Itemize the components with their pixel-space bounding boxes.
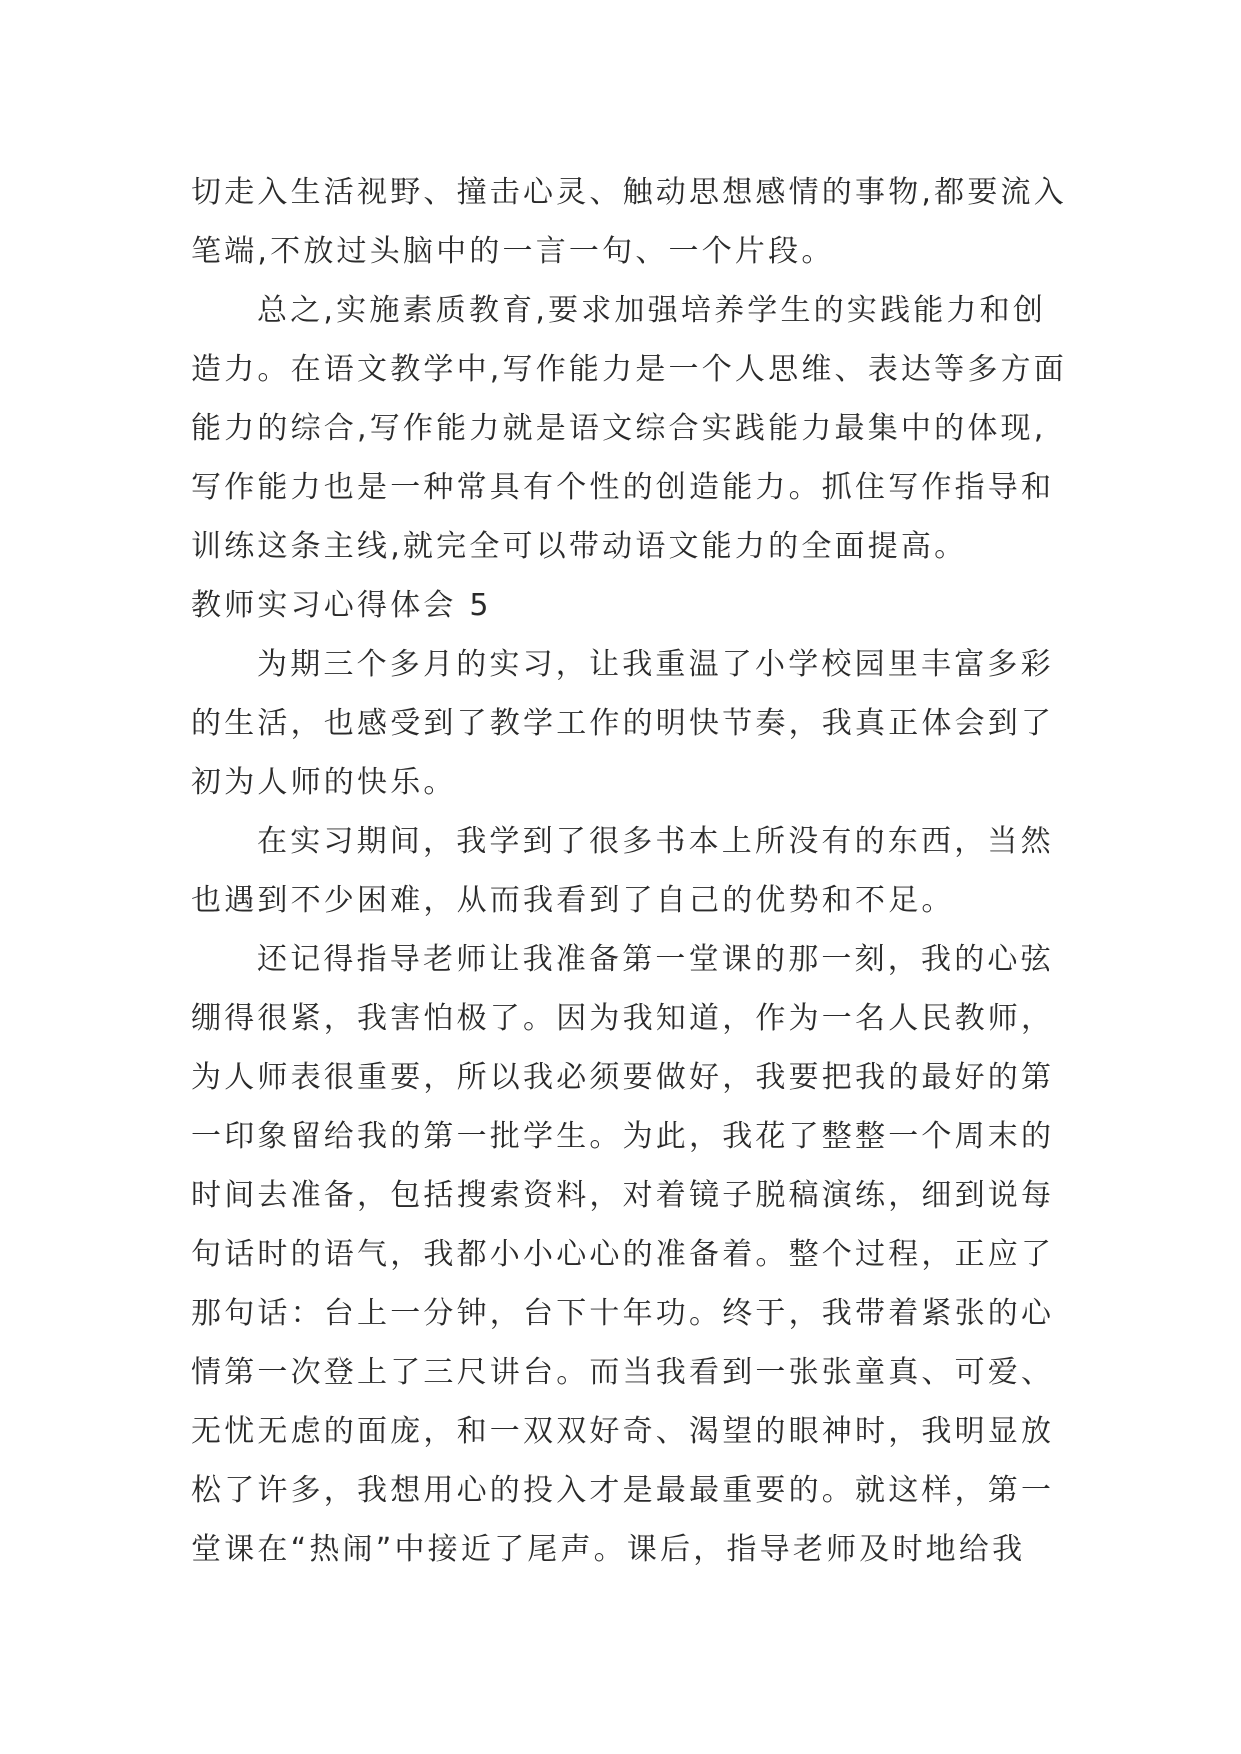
paragraph-intro: 为期三个多月的实习，让我重温了小学校园里丰富多彩的生活，也感受到了教学工作的明快节奏，我真正体会到了初为人师的快乐。 [191, 647, 1055, 800]
paragraph-summary: 总之,实施素质教育,要求加强培养学生的实践能力和创造力。在语文教学中,写作能力是一个人思维、表达等多方面能力的综合,写作能力就是语文综合实践能力最集中的体现,写作能力也是一种常具有个性的创造能力。抓住写作指导和训练这条主线,就完全可以带动语文能力的全面提高。 [191, 293, 1067, 564]
document-body [191, 163, 1071, 1579]
paragraph-continuation: 切走入生活视野、撞击心灵、触动思想感情的事物,都要流入笔端,不放过头脑中的一言一句、一个片段。 [191, 175, 1067, 269]
section-heading: 教师实习心得体会 5 [191, 588, 492, 623]
paragraph-learning: 在实习期间，我学到了很多书本上所没有的东西，当然也遇到不少困难，从而我看到了自己的优势和不足。 [191, 824, 1054, 918]
paragraph-first-lesson: 还记得指导老师让我准备第一堂课的那一刻，我的心弦绷得很紧，我害怕极了。因为我知道，作为一名人民教师，为人师表很重要，所以我必须要做好，我要把我的最好的第一印象留给我的第一批学生。为此，我花了整整一个周末的时间去准备，包括搜索资料，对着镜子脱稿演练，细到说每句话时的语气，我都小小心心的准备着。整个过程，正应了那句话：台上一分钟，台下十年功。终于，我带着紧张的心情第一次登上了三尺讲台。而当我看到一张张童真、可爱、无忧无虑的面庞，和一双双好奇、渴望的眼神时，我明显放松了许多，我想用心的投入才是最最重要的。就这样，第一堂课在“热闹”中接近了尾声。课后，指导老师及时地给我 [191, 942, 1055, 1567]
